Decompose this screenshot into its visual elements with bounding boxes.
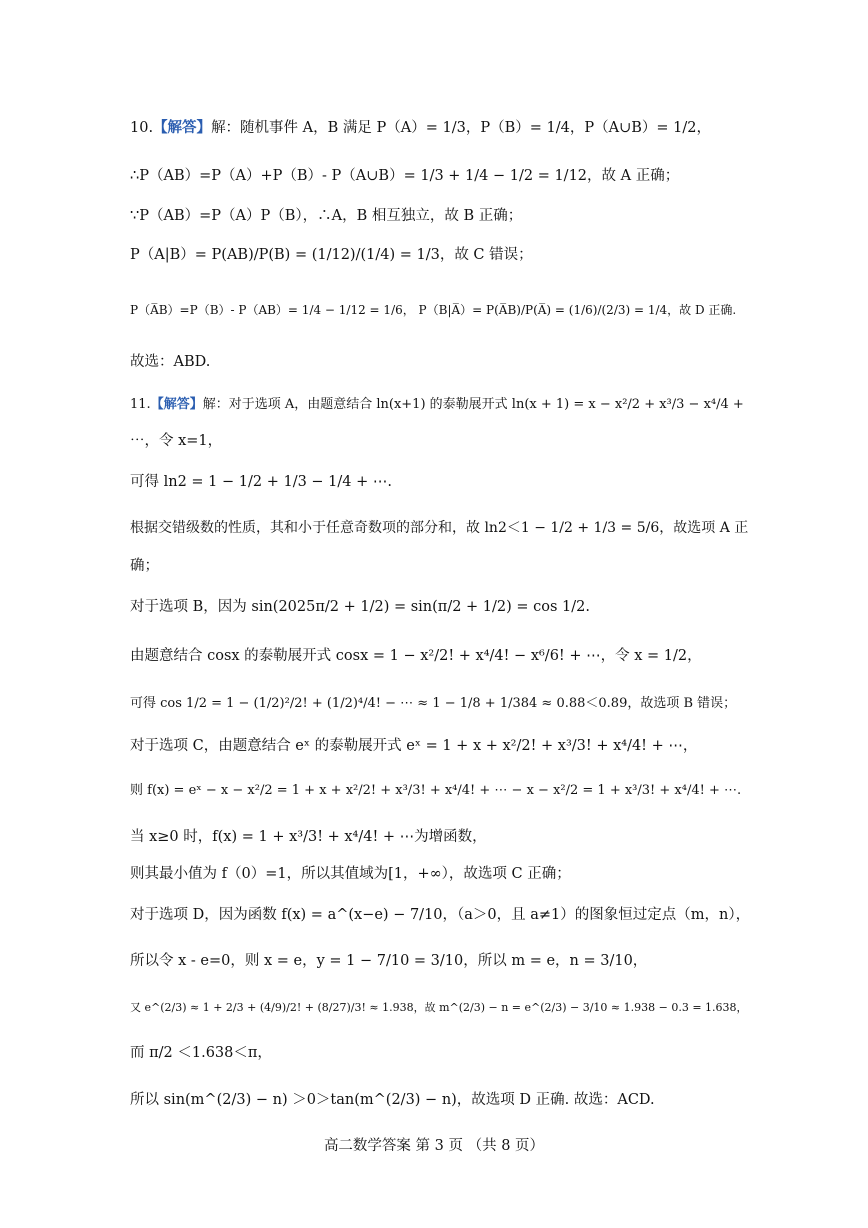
line-text: 解：随机事件 A，B 满足 P（A）= 1/3，P（B）= 1/4，P（A∪B）= 1/2， bbox=[211, 120, 711, 136]
text-line: P（A|B）= P(AB)/P(B) = (1/12)/(1/4) = 1/3，故 C 错误； bbox=[130, 247, 533, 263]
text-line: 所以 sin(m^(2/3) − n) ＞0＞tan(m^(2/3) − n)，故选项 D 正确. 故选：ACD. bbox=[130, 1092, 655, 1108]
text-line: 故选：ABD. bbox=[130, 354, 211, 370]
text-line: 根据交错级数的性质，其和小于任意奇数项的部分和，故 ln2＜1 − 1/2 + 1/3 = 5/6，故选项 A 正 bbox=[130, 520, 749, 536]
text-line: 由题意结合 cosx 的泰勒展开式 cosx = 1 − x²/2! + x⁴/4! − x⁶/6! + ⋯，令 x = 1/2， bbox=[130, 648, 702, 664]
page-footer: 高二数学答案 第 3 页 （共 8 页） bbox=[323, 1138, 545, 1154]
text-line: 对于选项 D，因为函数 f(x) = a^(x−e) − 7/10，（a＞0，且 a≠1）的图象恒过定点（m，n）， bbox=[130, 907, 751, 923]
text-line: ∴P（AB）=P（A）+P（B）- P（A∪B）= 1/3 + 1/4 − 1/2 = 1/12，故 A 正确； bbox=[130, 168, 680, 184]
text-line: 对于选项 B，因为 sin(2025π/2 + 1/2) = sin(π/2 + 1/2) = cos 1/2. bbox=[130, 599, 591, 615]
text-line: 则其最小值为 f（0）=1，所以其值域为[1，+∞），故选项 C 正确； bbox=[130, 866, 571, 882]
answer-10-header bbox=[130, 118, 758, 138]
question-number: 10. bbox=[130, 120, 154, 136]
text-line: 可得 ln2 = 1 − 1/2 + 1/3 − 1/4 + ⋯. bbox=[130, 474, 392, 490]
solution-tag: 【解答】 bbox=[153, 119, 212, 136]
text-line: 确； bbox=[130, 558, 159, 574]
answer-11-header bbox=[130, 395, 758, 415]
text-line: 则 f(x) = eˣ − x − x²/2 = 1 + x + x²/2! + x³/3! + x⁴/4! + ⋯ − x − x²/2 = 1 + x³/3! + x⁴/4! + ⋯. bbox=[130, 783, 742, 798]
question-number: 11. bbox=[130, 397, 151, 412]
solution-tag: 【解答】 bbox=[150, 397, 203, 412]
line-text: 解：对于选项 A，由题意结合 ln(x+1) 的泰勒展开式 ln(x + 1) = x − x²/2 + x³/3 − x⁴/4 + bbox=[202, 397, 744, 412]
text-line: P（A̅B）=P（B）- P（AB）= 1/4 − 1/12 = 1/6， P（B|A̅）= P(A̅B)/P(A̅) = (1/6)/(2/3) = 1/4，故 D 正确. bbox=[130, 303, 737, 317]
text-line: 当 x≥0 时，f(x) = 1 + x³/3! + x⁴/4! + ⋯为增函数， bbox=[130, 829, 487, 845]
text-line: ⋯，令 x=1， bbox=[130, 433, 223, 449]
text-line: 可得 cos 1/2 = 1 − (1/2)²/2! + (1/2)⁴/4! − ⋯ ≈ 1 − 1/8 + 1/384 ≈ 0.88＜0.89，故选项 B 错误； bbox=[130, 696, 737, 711]
text-line: 所以令 x - e=0，则 x = e，y = 1 − 7/10 = 3/10，所以 m = e，n = 3/10， bbox=[130, 953, 648, 969]
text-line: 对于选项 C，由题意结合 eˣ 的泰勒展开式 eˣ = 1 + x + x²/2! + x³/3! + x⁴/4! + ⋯， bbox=[130, 738, 698, 754]
text-line: 而 π/2 ＜1.638＜π， bbox=[130, 1045, 272, 1061]
text-line: 又 e^(2/3) ≈ 1 + 2/3 + (4/9)/2! + (8/27)/3! ≈ 1.938，故 m^(2/3) − n = e^(2/3) − 3/10 ≈ 1.938 − 0.3 = 1.638， bbox=[130, 1001, 748, 1014]
text-line: ∵P（AB）=P（A）P（B），∴A，B 相互独立，故 B 正确； bbox=[130, 208, 523, 224]
